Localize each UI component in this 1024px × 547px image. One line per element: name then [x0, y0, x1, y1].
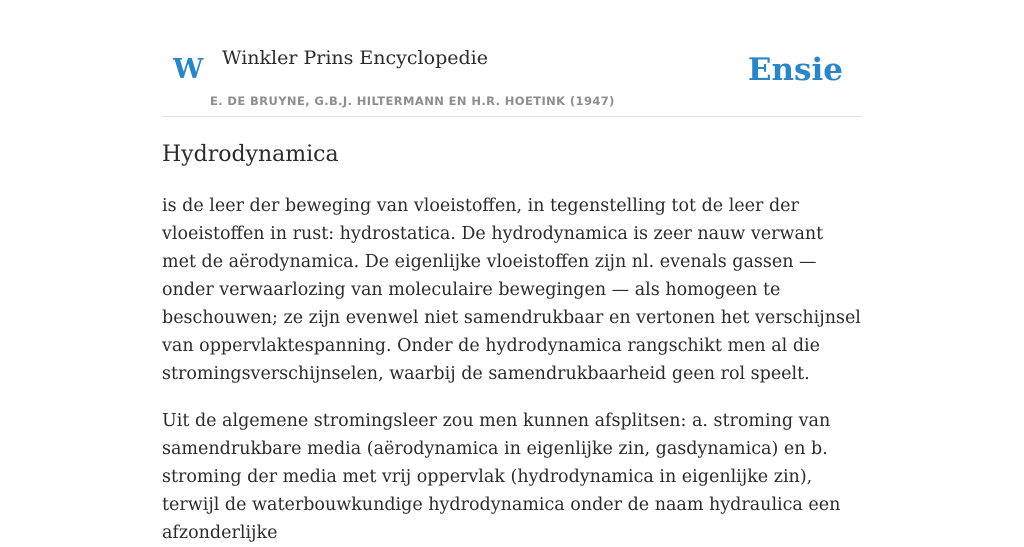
encyclopedia-logo-icon[interactable]: W	[173, 54, 204, 85]
article-headword: Hydrodynamica	[162, 142, 339, 167]
article-paragraph-1: is de leer der beweging van vloeistoffen, in tegenstelling tot de leer der vloeistoffen in rust: hydrostatica. De hydrodynamica is zeer nauw verwant met de aërodynamica. De eigenlijke vloeistoffen zijn nl. evenals gassen — onder verwaarlozing van moleculaire bewegingen — als homogeen te beschouwen; ze zijn evenwel niet samendrukbaar en vertonen het verschijnsel van oppervlaktespanning. Onder de hydrodynamica rangschikt men al die stromingsverschijnselen, waarbij de samendrukbaarheid geen rol speelt.	[162, 196, 861, 384]
article	[162, 138, 862, 547]
ensie-logo[interactable]: Ensie	[747, 52, 843, 88]
article-paragraph-2: Uit de algemene stromingsleer zou men kunnen afsplitsen: a. stroming van samendrukbare media (aërodynamica in eigenlijke zin, gasdynamica) en b. stroming der media met vrij oppervlak (hydrodynamica in eigenlijke zin), terwijl de waterbouwkundige hydrodynamica onder de naam hydraulica een afzonderlijke	[162, 411, 841, 543]
encyclopedia-authors: E. DE BRUYNE, G.B.J. HILTERMANN EN H.R. HOETINK (1947)	[210, 94, 615, 108]
encyclopedia-title[interactable]: Winkler Prins Encyclopedie	[222, 47, 488, 69]
site-header	[162, 0, 862, 117]
